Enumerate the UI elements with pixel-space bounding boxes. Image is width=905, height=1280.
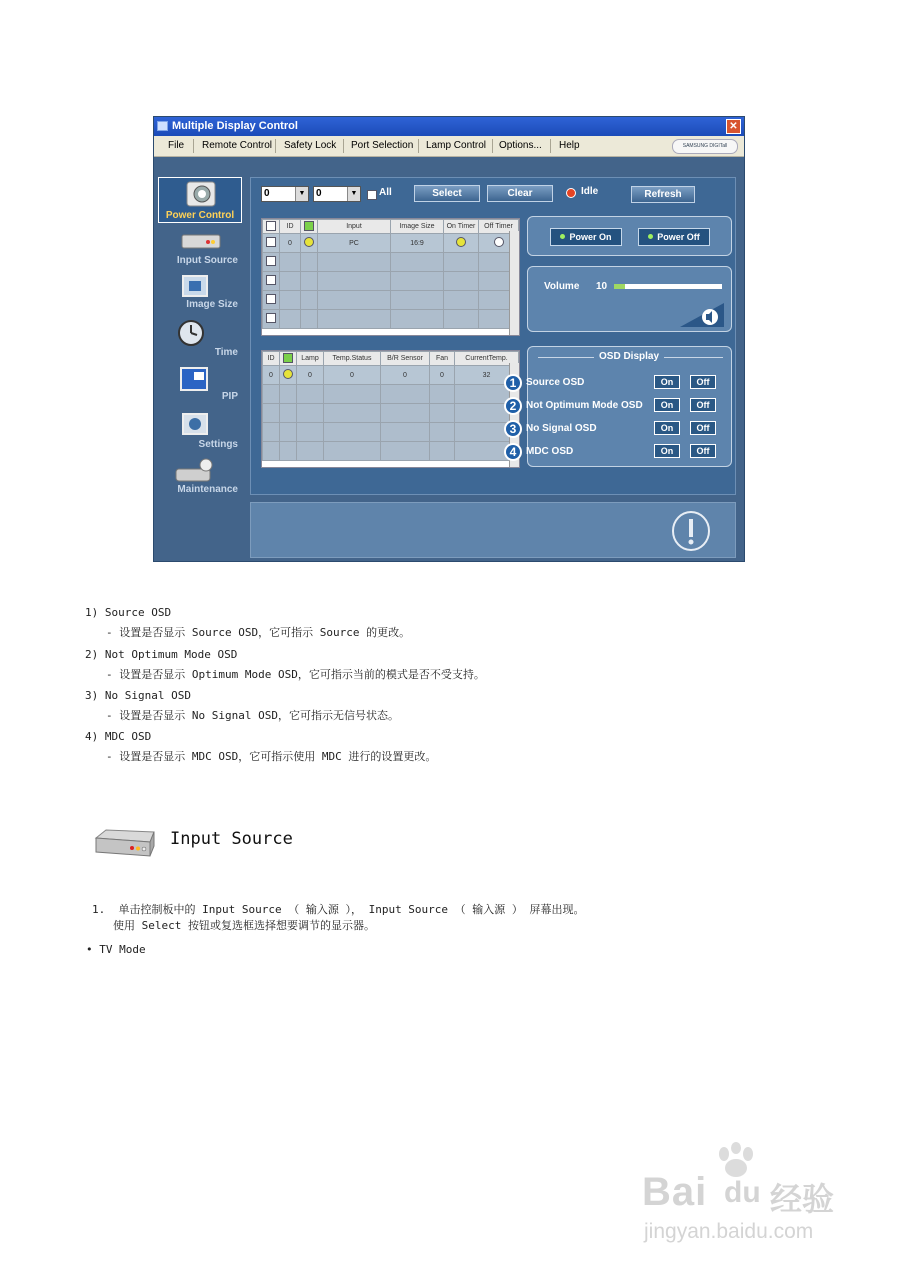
col-off-timer: Off Timer <box>479 220 519 234</box>
header-power-icon <box>304 221 314 231</box>
menu-options[interactable]: Options... <box>499 140 542 151</box>
samsung-logo: SAMSUNG DIGITall <box>672 139 738 154</box>
id-from-value: 0 <box>264 188 270 199</box>
power-card <box>527 216 732 256</box>
status-led-icon <box>566 188 576 198</box>
header-checkbox[interactable] <box>266 221 276 231</box>
source-osd-off-button[interactable]: Off <box>690 375 716 389</box>
sidebar-label-input-source: Input Source <box>176 255 238 266</box>
osd-row-not-optimum <box>509 397 738 417</box>
baidu-watermark <box>642 1140 857 1250</box>
sidebar-item-settings[interactable] <box>158 411 238 451</box>
close-icon[interactable]: ✕ <box>726 119 741 134</box>
header-power-icon <box>283 353 293 363</box>
table-row[interactable] <box>263 442 519 461</box>
sidebar-item-power-control[interactable] <box>158 177 242 223</box>
step-1-line-1: 1. 单击控制板中的 Input Source （ 输入源 ）， Input Source （ 输入源 ） 屏幕出现。 <box>92 903 585 916</box>
info-exclamation-icon <box>669 509 717 553</box>
sidebar-label-pip: PIP <box>221 391 238 402</box>
input-source-device-icon <box>92 824 158 862</box>
osd-row-source <box>509 374 738 394</box>
col-temp-status: Temp.Status <box>324 352 381 366</box>
mdc-window <box>153 116 745 562</box>
table-row[interactable] <box>263 366 519 385</box>
menu-help[interactable]: Help <box>559 140 580 151</box>
clock-icon <box>176 319 206 347</box>
cell-input: PC <box>318 234 391 253</box>
osd-label-mdc: MDC OSD <box>526 446 574 457</box>
table-row[interactable] <box>263 234 519 253</box>
cell-br-sensor: 0 <box>381 366 430 385</box>
callout-4-icon: 4 <box>504 443 522 461</box>
volume-label: Volume <box>544 281 580 292</box>
all-label: All <box>379 187 392 198</box>
col-id: ID <box>280 220 301 234</box>
watermark-bai: Bai <box>642 1170 708 1214</box>
source-osd-on-button[interactable]: On <box>654 375 680 389</box>
section-heading: Input Source <box>170 829 293 849</box>
col-input: Input <box>318 220 391 234</box>
volume-card <box>527 266 732 332</box>
maintenance-icon <box>172 457 218 485</box>
power-off-label: Power Off <box>657 232 700 242</box>
all-checkbox[interactable] <box>367 190 377 200</box>
osd-label-no-signal: No Signal OSD <box>526 423 597 434</box>
table-scrollbar[interactable] <box>509 231 519 335</box>
note-2-title: 2) Not Optimum Mode OSD <box>85 648 238 661</box>
tv-mode-bullet: • TV Mode <box>86 943 146 956</box>
input-source-icon <box>180 231 222 251</box>
chevron-down-icon: ▼ <box>347 187 360 201</box>
sidebar-item-input-source[interactable] <box>158 229 238 269</box>
col-current-temp: CurrentTemp. <box>455 352 519 366</box>
mdc-osd-off-button[interactable]: Off <box>690 444 716 458</box>
callout-2-icon: 2 <box>504 397 522 415</box>
power-status-icon <box>283 369 293 379</box>
col-id: ID <box>263 352 280 366</box>
table-row[interactable] <box>263 423 519 442</box>
callout-1-icon: 1 <box>504 374 522 392</box>
display-status-table <box>261 218 520 336</box>
table-row[interactable] <box>263 272 519 291</box>
menu-port-selection[interactable]: Port Selection <box>351 140 414 151</box>
volume-slider[interactable] <box>614 284 722 289</box>
off-timer-icon <box>494 237 504 247</box>
main-panel <box>250 177 736 495</box>
osd-label-source: Source OSD <box>526 377 585 388</box>
power-on-button[interactable] <box>550 228 622 246</box>
menu-safety-lock[interactable]: Safety Lock <box>284 140 337 151</box>
id-to-select[interactable] <box>313 186 361 202</box>
cell-lamp: 0 <box>297 366 324 385</box>
info-bar <box>250 502 736 558</box>
app-icon <box>157 121 168 131</box>
sidebar-item-time[interactable] <box>158 319 238 359</box>
image-size-icon <box>180 273 210 301</box>
sidebar-label-power-control: Power Control <box>165 210 235 221</box>
row-checkbox[interactable] <box>266 237 276 247</box>
sidebar-item-pip[interactable] <box>158 365 238 405</box>
note-4-desc: - 设置是否显示 MDC OSD，它可指示使用 MDC 进行的设置更改。 <box>106 750 437 763</box>
menu-bar <box>154 136 744 157</box>
note-3-desc: - 设置是否显示 No Signal OSD，它可指示无信号状态。 <box>106 709 399 722</box>
sidebar-item-maintenance[interactable] <box>158 457 238 497</box>
table-row[interactable] <box>263 385 519 404</box>
osd-row-no-signal <box>509 420 738 440</box>
table-row[interactable] <box>263 253 519 272</box>
no-signal-osd-on-button[interactable]: On <box>654 421 680 435</box>
osd-label-not-optimum: Not Optimum Mode OSD <box>526 400 643 411</box>
settings-icon <box>180 411 210 439</box>
sidebar-label-image-size: Image Size <box>186 299 238 310</box>
cell-fan: 0 <box>430 366 455 385</box>
col-image-size: Image Size <box>391 220 444 234</box>
title-bar <box>154 117 744 136</box>
callout-3-icon: 3 <box>504 420 522 438</box>
volume-value: 10 <box>596 281 608 292</box>
on-timer-icon <box>456 237 466 247</box>
power-control-icon <box>185 180 217 208</box>
power-on-label: Power On <box>569 232 612 242</box>
not-optimum-osd-off-button[interactable]: Off <box>690 398 716 412</box>
note-3-title: 3) No Signal OSD <box>85 689 191 702</box>
menu-remote-control[interactable]: Remote Control <box>202 140 273 151</box>
watermark-du: du <box>724 1176 761 1209</box>
id-to-value: 0 <box>316 188 322 199</box>
sidebar-label-maintenance: Maintenance <box>177 484 238 495</box>
note-4-title: 4) MDC OSD <box>85 730 152 743</box>
power-off-button[interactable] <box>638 228 710 246</box>
table-row[interactable] <box>263 291 519 310</box>
menu-lamp-control[interactable]: Lamp Control <box>426 140 487 151</box>
osd-row-mdc <box>509 443 738 463</box>
cell-current-temp: 32 <box>455 366 519 385</box>
cell-id: 0 <box>263 366 280 385</box>
sidebar-item-image-size[interactable] <box>158 273 238 313</box>
osd-title: OSD Display <box>594 351 664 362</box>
table-row[interactable] <box>263 404 519 423</box>
cell-image-size: 16:9 <box>391 234 444 253</box>
note-1-desc: - 设置是否显示 Source OSD，它可指示 Source 的更改。 <box>106 626 411 639</box>
id-from-select[interactable] <box>261 186 309 202</box>
cell-id: 0 <box>280 234 301 253</box>
watermark-jingyan: 经验 <box>770 1181 835 1217</box>
menu-file[interactable]: File <box>168 140 185 151</box>
col-br-sensor: B/R Sensor <box>381 352 430 366</box>
watermark-url: jingyan.baidu.com <box>644 1220 814 1243</box>
col-on-timer: On Timer <box>444 220 479 234</box>
sidebar-label-settings: Settings <box>198 439 238 450</box>
lamp-status-table <box>261 350 520 468</box>
no-signal-osd-off-button[interactable]: Off <box>690 421 716 435</box>
mdc-osd-on-button[interactable]: On <box>654 444 680 458</box>
select-button[interactable]: Select <box>414 185 480 202</box>
status-text: Idle <box>581 186 599 197</box>
pip-icon <box>178 365 210 393</box>
clear-button[interactable]: Clear <box>487 185 553 202</box>
chevron-down-icon: ▼ <box>295 187 308 201</box>
step-1-line-2: 使用 Select 按钮或复选框选择想要调节的显示器。 <box>113 919 375 932</box>
table-row[interactable] <box>263 310 519 329</box>
refresh-button[interactable]: Refresh <box>631 186 695 203</box>
volume-fill <box>614 284 625 289</box>
cell-temp-status: 0 <box>324 366 381 385</box>
power-status-icon <box>304 237 314 247</box>
window-title: Multiple Display Control <box>172 120 298 132</box>
mute-speaker-icon[interactable] <box>678 301 724 329</box>
osd-display-card <box>509 346 732 467</box>
note-2-desc: - 设置是否显示 Optimum Mode OSD，它可指示当前的模式是否不受支持。 <box>106 668 485 681</box>
sidebar-label-time: Time <box>214 347 238 358</box>
not-optimum-osd-on-button[interactable]: On <box>654 398 680 412</box>
col-lamp: Lamp <box>297 352 324 366</box>
col-fan: Fan <box>430 352 455 366</box>
paw-logo-icon <box>714 1142 758 1178</box>
note-1-title: 1) Source OSD <box>85 606 172 619</box>
